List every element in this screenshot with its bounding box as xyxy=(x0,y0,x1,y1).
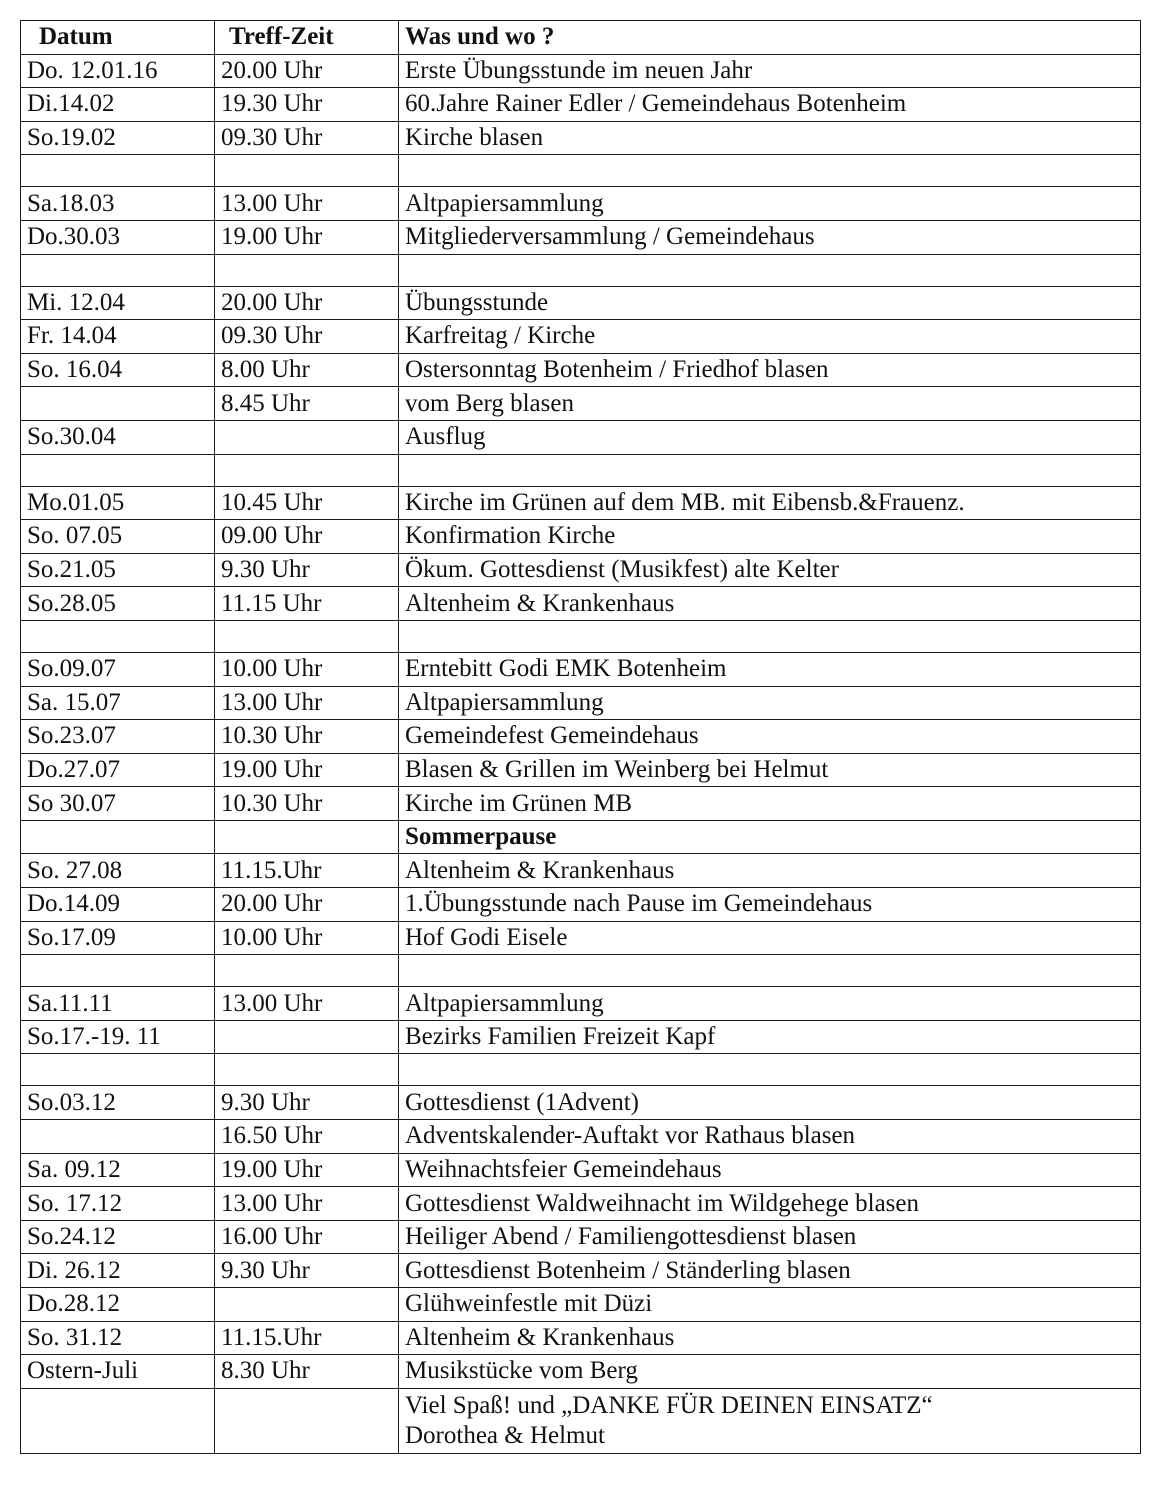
table-row xyxy=(21,121,1141,155)
time-cell: 13.00 Uhr xyxy=(215,1187,399,1221)
table-row xyxy=(21,987,1141,1021)
time-cell xyxy=(215,1054,399,1086)
date-cell: So.30.04 xyxy=(21,420,215,454)
event-cell xyxy=(399,254,1141,286)
date-cell: Do. 12.01.16 xyxy=(21,54,215,88)
time-cell xyxy=(215,254,399,286)
date-cell xyxy=(21,454,215,486)
date-cell: So.28.05 xyxy=(21,587,215,621)
event-cell: Weihnachtsfeier Gemeindehaus xyxy=(399,1153,1141,1187)
table-row xyxy=(21,420,1141,454)
header-date: Datum xyxy=(21,21,215,55)
event-cell: Adventskalender-Auftakt vor Rathaus blasen xyxy=(399,1120,1141,1154)
time-cell: 8.45 Uhr xyxy=(215,387,399,421)
time-cell: 9.30 Uhr xyxy=(215,1254,399,1288)
event-cell: Kirche im Grünen MB xyxy=(399,787,1141,821)
date-cell: So.23.07 xyxy=(21,720,215,754)
table-row xyxy=(21,888,1141,922)
table-row xyxy=(21,286,1141,320)
event-cell: Ökum. Gottesdienst (Musikfest) alte Kelter xyxy=(399,553,1141,587)
event-cell: Bezirks Familien Freizeit Kapf xyxy=(399,1020,1141,1054)
event-cell: Musikstücke vom Berg xyxy=(399,1355,1141,1389)
time-cell: 10.00 Uhr xyxy=(215,921,399,955)
date-cell xyxy=(21,254,215,286)
date-cell: So.17.-19. 11 xyxy=(21,1020,215,1054)
table-row xyxy=(21,54,1141,88)
date-cell xyxy=(21,955,215,987)
table-row xyxy=(21,1355,1141,1389)
spacer-row xyxy=(21,955,1141,987)
date-cell: So. 07.05 xyxy=(21,520,215,554)
date-cell: So.09.07 xyxy=(21,652,215,686)
date-cell: So.03.12 xyxy=(21,1086,215,1120)
time-cell: 20.00 Uhr xyxy=(215,286,399,320)
time-cell: 13.00 Uhr xyxy=(215,686,399,720)
event-cell: Übungsstunde xyxy=(399,286,1141,320)
time-cell: 16.50 Uhr xyxy=(215,1120,399,1154)
table-row xyxy=(21,520,1141,554)
event-cell: Altenheim & Krankenhaus xyxy=(399,854,1141,888)
time-cell xyxy=(215,955,399,987)
date-cell xyxy=(21,155,215,187)
date-cell: Di. 26.12 xyxy=(21,1254,215,1288)
event-cell: Hof Godi Eisele xyxy=(399,921,1141,955)
date-cell: So.19.02 xyxy=(21,121,215,155)
table-row xyxy=(21,1187,1141,1221)
time-cell: 10.30 Uhr xyxy=(215,720,399,754)
table-row xyxy=(21,1254,1141,1288)
time-cell xyxy=(215,155,399,187)
time-cell: 10.00 Uhr xyxy=(215,652,399,686)
time-cell: 10.45 Uhr xyxy=(215,486,399,520)
date-cell: So. 27.08 xyxy=(21,854,215,888)
closing-cell xyxy=(399,1388,1141,1453)
date-cell: So. 31.12 xyxy=(21,1321,215,1355)
event-cell: Gottesdienst Botenheim / Ständerling blasen xyxy=(399,1254,1141,1288)
spacer-row xyxy=(21,254,1141,286)
date-cell: Sa. 09.12 xyxy=(21,1153,215,1187)
time-cell: 20.00 Uhr xyxy=(215,888,399,922)
event-cell xyxy=(399,454,1141,486)
date-cell: So. 16.04 xyxy=(21,353,215,387)
time-cell xyxy=(215,1288,399,1322)
time-cell: 19.00 Uhr xyxy=(215,753,399,787)
table-row xyxy=(21,187,1141,221)
event-cell xyxy=(399,1054,1141,1086)
time-cell: 11.15.Uhr xyxy=(215,1321,399,1355)
date-cell xyxy=(21,1388,215,1453)
event-cell: Altenheim & Krankenhaus xyxy=(399,587,1141,621)
time-cell: 13.00 Uhr xyxy=(215,187,399,221)
time-cell: 11.15.Uhr xyxy=(215,854,399,888)
header-row xyxy=(21,21,1141,55)
table-row xyxy=(21,1288,1141,1322)
time-cell: 09.30 Uhr xyxy=(215,121,399,155)
table-row xyxy=(21,1120,1141,1154)
time-cell: 19.00 Uhr xyxy=(215,220,399,254)
event-cell: Altenheim & Krankenhaus xyxy=(399,1321,1141,1355)
table-row xyxy=(21,820,1141,854)
date-cell: Mi. 12.04 xyxy=(21,286,215,320)
event-cell: Ausflug xyxy=(399,420,1141,454)
event-cell: Konfirmation Kirche xyxy=(399,520,1141,554)
time-cell: 10.30 Uhr xyxy=(215,787,399,821)
date-cell: Sa. 15.07 xyxy=(21,686,215,720)
date-cell: So.21.05 xyxy=(21,553,215,587)
event-cell: Gemeindefest Gemeindehaus xyxy=(399,720,1141,754)
table-row xyxy=(21,854,1141,888)
time-cell: 9.30 Uhr xyxy=(215,553,399,587)
event-cell xyxy=(399,955,1141,987)
date-cell: Di.14.02 xyxy=(21,88,215,122)
table-row xyxy=(21,587,1141,621)
event-cell: vom Berg blasen xyxy=(399,387,1141,421)
table-row xyxy=(21,320,1141,354)
time-cell: 9.30 Uhr xyxy=(215,1086,399,1120)
time-cell xyxy=(215,620,399,652)
event-cell: Gottesdienst (1Advent) xyxy=(399,1086,1141,1120)
time-cell: 8.30 Uhr xyxy=(215,1355,399,1389)
time-cell: 20.00 Uhr xyxy=(215,54,399,88)
date-cell: Fr. 14.04 xyxy=(21,320,215,354)
date-cell: So.24.12 xyxy=(21,1220,215,1254)
header-what: Was und wo ? xyxy=(399,21,1141,55)
time-cell: 8.00 Uhr xyxy=(215,353,399,387)
table-row xyxy=(21,1220,1141,1254)
table-row xyxy=(21,553,1141,587)
time-cell xyxy=(215,1388,399,1453)
spacer-row xyxy=(21,454,1141,486)
header-time: Treff-Zeit xyxy=(215,21,399,55)
event-cell: Erste Übungsstunde im neuen Jahr xyxy=(399,54,1141,88)
date-cell: Do.14.09 xyxy=(21,888,215,922)
table-row xyxy=(21,753,1141,787)
spacer-row xyxy=(21,620,1141,652)
table-row xyxy=(21,486,1141,520)
time-cell: 16.00 Uhr xyxy=(215,1220,399,1254)
time-cell: 11.15 Uhr xyxy=(215,587,399,621)
time-cell xyxy=(215,454,399,486)
date-cell: Do.30.03 xyxy=(21,220,215,254)
date-cell xyxy=(21,387,215,421)
date-cell: Ostern-Juli xyxy=(21,1355,215,1389)
spacer-row xyxy=(21,1054,1141,1086)
table-row xyxy=(21,720,1141,754)
time-cell: 13.00 Uhr xyxy=(215,987,399,1021)
table-row xyxy=(21,88,1141,122)
date-cell: Do.28.12 xyxy=(21,1288,215,1322)
event-cell: Blasen & Grillen im Weinberg bei Helmut xyxy=(399,753,1141,787)
time-cell xyxy=(215,1020,399,1054)
event-cell: Heiliger Abend / Familiengottesdienst blasen xyxy=(399,1220,1141,1254)
date-cell: So 30.07 xyxy=(21,787,215,821)
table-row xyxy=(21,1321,1141,1355)
table-row xyxy=(21,652,1141,686)
table-row xyxy=(21,387,1141,421)
event-cell: 60.Jahre Rainer Edler / Gemeindehaus Botenheim xyxy=(399,88,1141,122)
spacer-row xyxy=(21,155,1141,187)
event-cell xyxy=(399,155,1141,187)
time-cell: 19.30 Uhr xyxy=(215,88,399,122)
table-row xyxy=(21,1153,1141,1187)
event-cell: Altpapiersammlung xyxy=(399,686,1141,720)
date-cell xyxy=(21,1054,215,1086)
event-cell: Altpapiersammlung xyxy=(399,187,1141,221)
date-cell xyxy=(21,820,215,854)
event-cell: Karfreitag / Kirche xyxy=(399,320,1141,354)
date-cell: Sa.18.03 xyxy=(21,187,215,221)
date-cell xyxy=(21,620,215,652)
date-cell: Sa.11.11 xyxy=(21,987,215,1021)
table-row xyxy=(21,1086,1141,1120)
time-cell: 09.30 Uhr xyxy=(215,320,399,354)
table-row xyxy=(21,353,1141,387)
table-row xyxy=(21,220,1141,254)
date-cell: So.17.09 xyxy=(21,921,215,955)
event-cell: Glühweinfestle mit Düzi xyxy=(399,1288,1141,1322)
event-cell: Kirche im Grünen auf dem MB. mit Eibensb.&Frauenz. xyxy=(399,486,1141,520)
event-cell: Gottesdienst Waldweihnacht im Wildgehege blasen xyxy=(399,1187,1141,1221)
event-cell: Kirche blasen xyxy=(399,121,1141,155)
table-row xyxy=(21,787,1141,821)
date-cell: So. 17.12 xyxy=(21,1187,215,1221)
event-cell: Mitgliederversammlung / Gemeindehaus xyxy=(399,220,1141,254)
date-cell: Do.27.07 xyxy=(21,753,215,787)
closing-thanks: Viel Spaß! und „DANKE FÜR DEINEN EINSATZ“ xyxy=(405,1391,933,1419)
schedule-sheet xyxy=(20,20,1140,1454)
time-cell xyxy=(215,420,399,454)
table-row xyxy=(21,1020,1141,1054)
event-cell: Sommerpause xyxy=(399,820,1141,854)
table-row xyxy=(21,686,1141,720)
closing-signature: Dorothea & Helmut xyxy=(405,1421,605,1449)
time-cell xyxy=(215,820,399,854)
closing-row xyxy=(21,1388,1141,1453)
event-cell: Altpapiersammlung xyxy=(399,987,1141,1021)
table-row xyxy=(21,921,1141,955)
event-cell: Ostersonntag Botenheim / Friedhof blasen xyxy=(399,353,1141,387)
event-cell: Erntebitt Godi EMK Botenheim xyxy=(399,652,1141,686)
schedule-table xyxy=(20,20,1141,1454)
date-cell: Mo.01.05 xyxy=(21,486,215,520)
date-cell xyxy=(21,1120,215,1154)
time-cell: 09.00 Uhr xyxy=(215,520,399,554)
event-cell: 1.Übungsstunde nach Pause im Gemeindehaus xyxy=(399,888,1141,922)
time-cell: 19.00 Uhr xyxy=(215,1153,399,1187)
event-cell xyxy=(399,620,1141,652)
